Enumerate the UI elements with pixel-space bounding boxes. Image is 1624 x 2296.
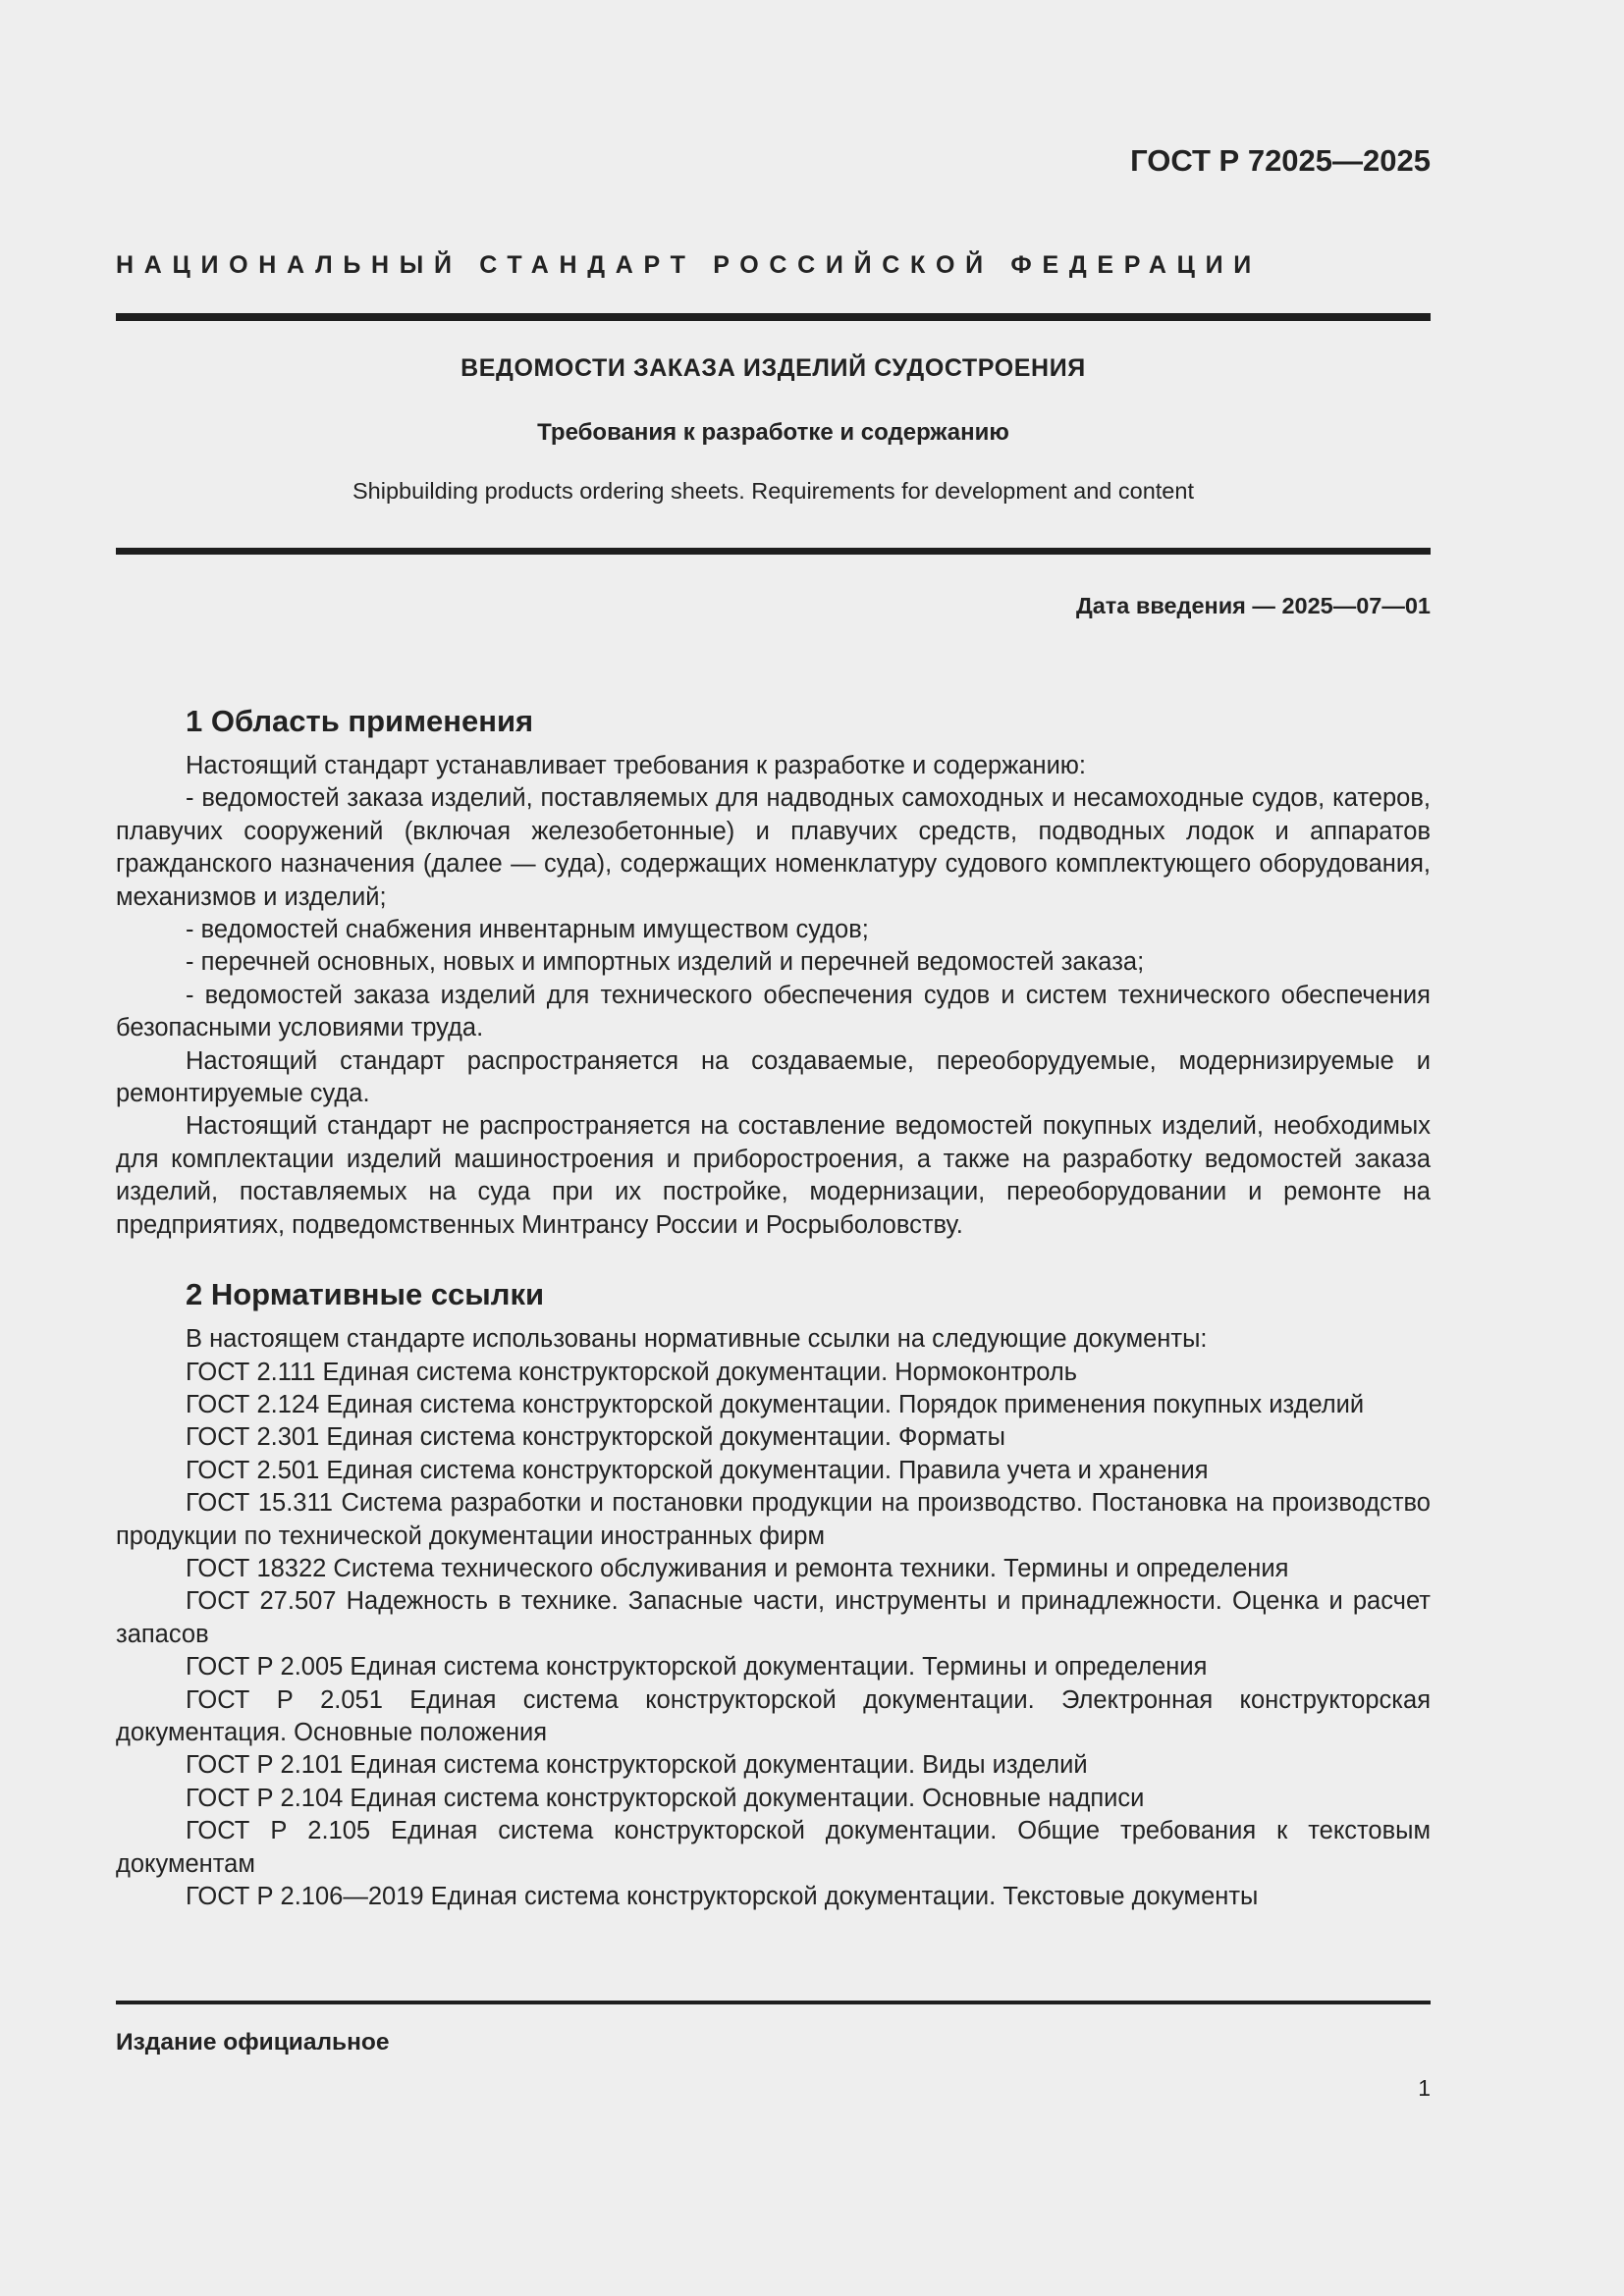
national-standard-banner: НАЦИОНАЛЬНЫЙ СТАНДАРТ РОССИЙСКОЙ ФЕДЕРАЦИИ <box>116 251 1262 279</box>
paragraph: Настоящий стандарт устанавливает требования к разработке и содержанию: <box>186 752 1087 779</box>
document-subtitle: Требования к разработке и содержанию <box>537 419 1009 446</box>
official-edition-label: Издание официальное <box>116 2029 390 2056</box>
reference-item: ГОСТ 2.301 Единая система конструкторской документации. Форматы <box>186 1423 1005 1452</box>
reference-item: ГОСТ 2.111 Единая система конструкторской документации. Нормоконтроль <box>186 1358 1078 1386</box>
paragraph: Настоящий стандарт не распространяется на составление ведомостей покупных изделий, необходимых для комплектации изделий машиностроения и приборостроения, а также на разработку ведомостей заказа изделий, поставляемых на суда при их постройке, модернизации, переоборудовании и ремонте на предприятиях, подведомственных Минтрансу России и Росрыболовству. <box>116 1112 1431 1239</box>
reference-item: ГОСТ Р 2.106—2019 Единая система конструкторской документации. Текстовые документы <box>186 1883 1259 1910</box>
reference-item: ГОСТ Р 2.101 Единая система конструкторской документации. Виды изделий <box>186 1751 1088 1780</box>
top-rule <box>116 313 1431 321</box>
section-gap <box>116 1242 1431 1266</box>
standard-number: ГОСТ Р 72025—2025 <box>1130 143 1431 178</box>
document-title: ВЕДОМОСТИ ЗАКАЗА ИЗДЕЛИЙ СУДОСТРОЕНИЯ <box>460 354 1086 382</box>
reference-item: ГОСТ 15.311 Система разработки и постановки продукции на производство. Постановка на производство продукции по технической документации иностранных фирм <box>116 1489 1431 1550</box>
paragraph: - перечней основных, новых и импортных изделий и перечней ведомостей заказа; <box>186 948 1145 977</box>
paragraph: В настоящем стандарте использованы нормативные ссылки на следующие документы: <box>186 1325 1208 1354</box>
reference-item: ГОСТ 27.507 Надежность в технике. Запасные части, инструменты и принадлежности. Оценка и расчет запасов <box>116 1587 1431 1648</box>
reference-item: ГОСТ 18322 Система технического обслуживания и ремонта техники. Термины и определения <box>186 1554 1289 1582</box>
paragraph: - ведомостей заказа изделий, поставляемых для надводных самоходных и несамоходные судов, катеров, плавучих сооружений (включая железобетонные) и плавучих средств, подводных лодок и аппаратов гражданского назначения (далее — суда), содержащих номенклатуру судового комплектующего оборудования, механизмов и изделий; <box>116 784 1431 911</box>
section-heading: 2 Нормативные ссылки <box>186 1277 545 1312</box>
introduction-date: Дата введения — 2025—07—01 <box>1075 593 1431 618</box>
section-heading: 1 Область применения <box>186 704 534 738</box>
paragraph: - ведомостей заказа изделий для технического обеспечения судов и систем технического обеспечения безопасными условиями труда. <box>116 981 1431 1042</box>
document-body <box>116 693 1431 1913</box>
reference-item: ГОСТ Р 2.104 Единая система конструкторской документации. Основные надписи <box>186 1784 1145 1812</box>
reference-item: ГОСТ Р 2.051 Единая система конструкторской документации. Электронная конструкторская документация. Основные положения <box>116 1685 1431 1746</box>
title-rule <box>116 548 1431 555</box>
reference-item: ГОСТ 2.501 Единая система конструкторской документации. Правила учета и хранения <box>186 1456 1209 1484</box>
reference-item: ГОСТ Р 2.005 Единая система конструкторской документации. Термины и определения <box>186 1653 1208 1682</box>
reference-item: ГОСТ Р 2.105 Единая система конструкторской документации. Общие требования к текстовым документам <box>116 1817 1431 1878</box>
page-number: 1 <box>1418 2075 1431 2101</box>
footer-rule <box>116 2001 1431 2004</box>
reference-item: ГОСТ 2.124 Единая система конструкторской документации. Порядок применения покупных изделий <box>186 1390 1365 1418</box>
english-title: Shipbuilding products ordering sheets. Requirements for development and content <box>352 478 1194 504</box>
paragraph: - ведомостей снабжения инвентарным имуществом судов; <box>186 916 869 944</box>
paragraph: Настоящий стандарт распространяется на создаваемые, переоборудуемые, модернизируемые и ремонтируемые суда. <box>116 1046 1431 1108</box>
